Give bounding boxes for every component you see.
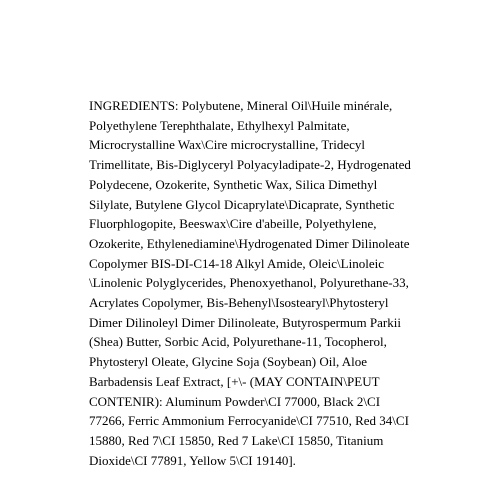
ingredients-text-block xyxy=(89,96,419,470)
ingredients-line-16: CONTENIR): Aluminum Powder\CI 77000, Black 2\CI xyxy=(89,393,381,409)
ingredients-line-4: Trimellitate, Bis-Diglyceryl Polyacyladipate-2, Hydrogenated xyxy=(89,157,411,173)
ingredients-line-5: Polydecene, Ozokerite, Synthetic Wax, Silica Dimethyl xyxy=(89,176,378,192)
ingredients-line-9: Copolymer BIS-DI-C14-18 Alkyl Amide, Oleic\Linoleic xyxy=(89,255,384,271)
ingredients-line-11: Acrylates Copolymer, Bis-Behenyl\Isostearyl\Phytosteryl xyxy=(89,295,389,311)
ingredients-line-12: Dimer Dilinoleyl Dimer Dilinoleate, Butyrospermum Parkii xyxy=(89,314,401,330)
ingredients-line-7: Fluorphlogopite, Beeswax\Cire d'abeille, Polyethylene, xyxy=(89,216,377,232)
ingredients-line-19: Dioxide\CI 77891, Yellow 5\CI 19140]. xyxy=(89,452,296,468)
ingredients-line-3: Microcrystalline Wax\Cire microcrystalline, Tridecyl xyxy=(89,137,365,153)
ingredients-line-17: 77266, Ferric Ammonium Ferrocyanide\CI 77510, Red 34\CI xyxy=(89,413,409,429)
ingredients-line-14: Phytosteryl Oleate, Glycine Soja (Soybean) Oil, Aloe xyxy=(89,354,368,370)
ingredients-line-13: (Shea) Butter, Sorbic Acid, Polyurethane-11, Tocopherol, xyxy=(89,334,387,350)
ingredients-line-10: \Linolenic Polyglycerides, Phenoxyethanol, Polyurethane-33, xyxy=(89,275,409,291)
ingredients-line-8: Ozokerite, Ethylenediamine\Hydrogenated Dimer Dilinoleate xyxy=(89,235,410,251)
ingredients-line-15: Barbadensis Leaf Extract, [+\- (MAY CONTAIN\PEUT xyxy=(89,373,380,389)
ingredients-line-18: 15880, Red 7\CI 15850, Red 7 Lake\CI 15850, Titanium xyxy=(89,432,384,448)
ingredients-line-2: Polyethylene Terephthalate, Ethylhexyl Palmitate, xyxy=(89,117,350,133)
ingredients-line-1: INGREDIENTS: Polybutene, Mineral Oil\Huile minérale, xyxy=(89,98,393,113)
ingredients-line-6: Silylate, Butylene Glycol Dicaprylate\Dicaprate, Synthetic xyxy=(89,196,395,212)
